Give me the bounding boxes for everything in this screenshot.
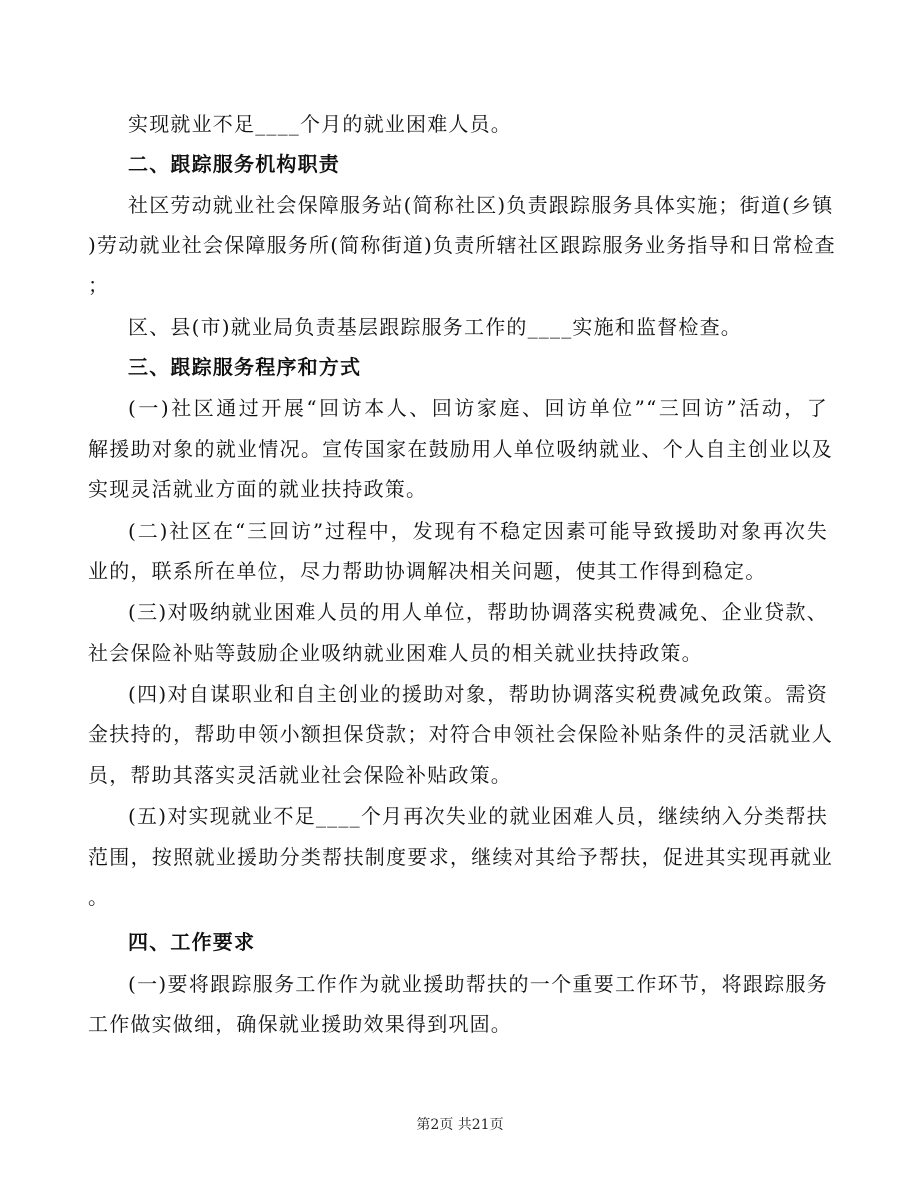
text-line: (五)对实现就业不足____个月再次失业的就业困难人员，继续纳入分类帮扶 <box>128 804 828 828</box>
text-line: )劳动就业社会保障服务所(简称街道)负责所辖社区跟踪服务业务指导和日常检查 <box>88 233 836 257</box>
text-line: (三)对吸纳就业困难人员的用人单位，帮助协调落实税费减免、企业贷款、 <box>128 600 828 624</box>
text-line: 金扶持的，帮助申领小额担保贷款；对符合申领社会保险补贴条件的灵活就业人 <box>88 722 833 746</box>
text-line: 。 <box>88 885 110 909</box>
text-line: ； <box>88 273 110 297</box>
text-line: 工作做实做细，确保就业援助效果得到巩固。 <box>88 1012 512 1036</box>
section-heading: 四、工作要求 <box>128 930 256 954</box>
text-line: 范围，按照就业援助分类帮扶制度要求，继续对其给予帮扶，促进其实现再就业 <box>88 845 833 869</box>
text-line: (二)社区在“三回访”过程中，发现有不稳定因素可能导致援助对象再次失 <box>128 519 828 543</box>
text-line: (一)社区通过开展“回访本人、回访家庭、回访单位”“三回访”活动，了 <box>128 396 828 420</box>
text-line: 解援助对象的就业情况。宣传国家在鼓励用人单位吸纳就业、个人自主创业以及 <box>88 437 833 461</box>
page-number-footer: 第2页 共21页 <box>416 1117 504 1133</box>
section-heading: 三、跟踪服务程序和方式 <box>128 355 362 379</box>
text-line: 实现灵活就业方面的就业扶持政策。 <box>88 477 428 501</box>
text-line: 社区劳动就业社会保障服务站(简称社区)负责跟踪服务具体实施；街道(乡镇 <box>128 193 834 217</box>
text-line: (四)对自谋职业和自主创业的援助对象，帮助协调落实税费减免政策。需资 <box>128 682 828 706</box>
text-line: 实现就业不足____个月的就业困难人员。 <box>128 112 512 136</box>
text-line: 社会保险补贴等鼓励企业吸纳就业困难人员的相关就业扶持政策。 <box>88 641 703 665</box>
text-line: 业的，联系所在单位，尽力帮助协调解决相关问题，使其工作得到稳定。 <box>88 559 767 583</box>
text-line: (一)要将跟踪服务工作作为就业援助帮扶的一个重要工作环节，将跟踪服务 <box>128 972 828 996</box>
text-line: 员，帮助其落实灵活就业社会保险补贴政策。 <box>88 763 512 787</box>
section-heading: 二、跟踪服务机构职责 <box>128 152 340 176</box>
text-line: 区、县(市)就业局负责基层跟踪服务工作的____实施和监督检查。 <box>128 315 743 339</box>
